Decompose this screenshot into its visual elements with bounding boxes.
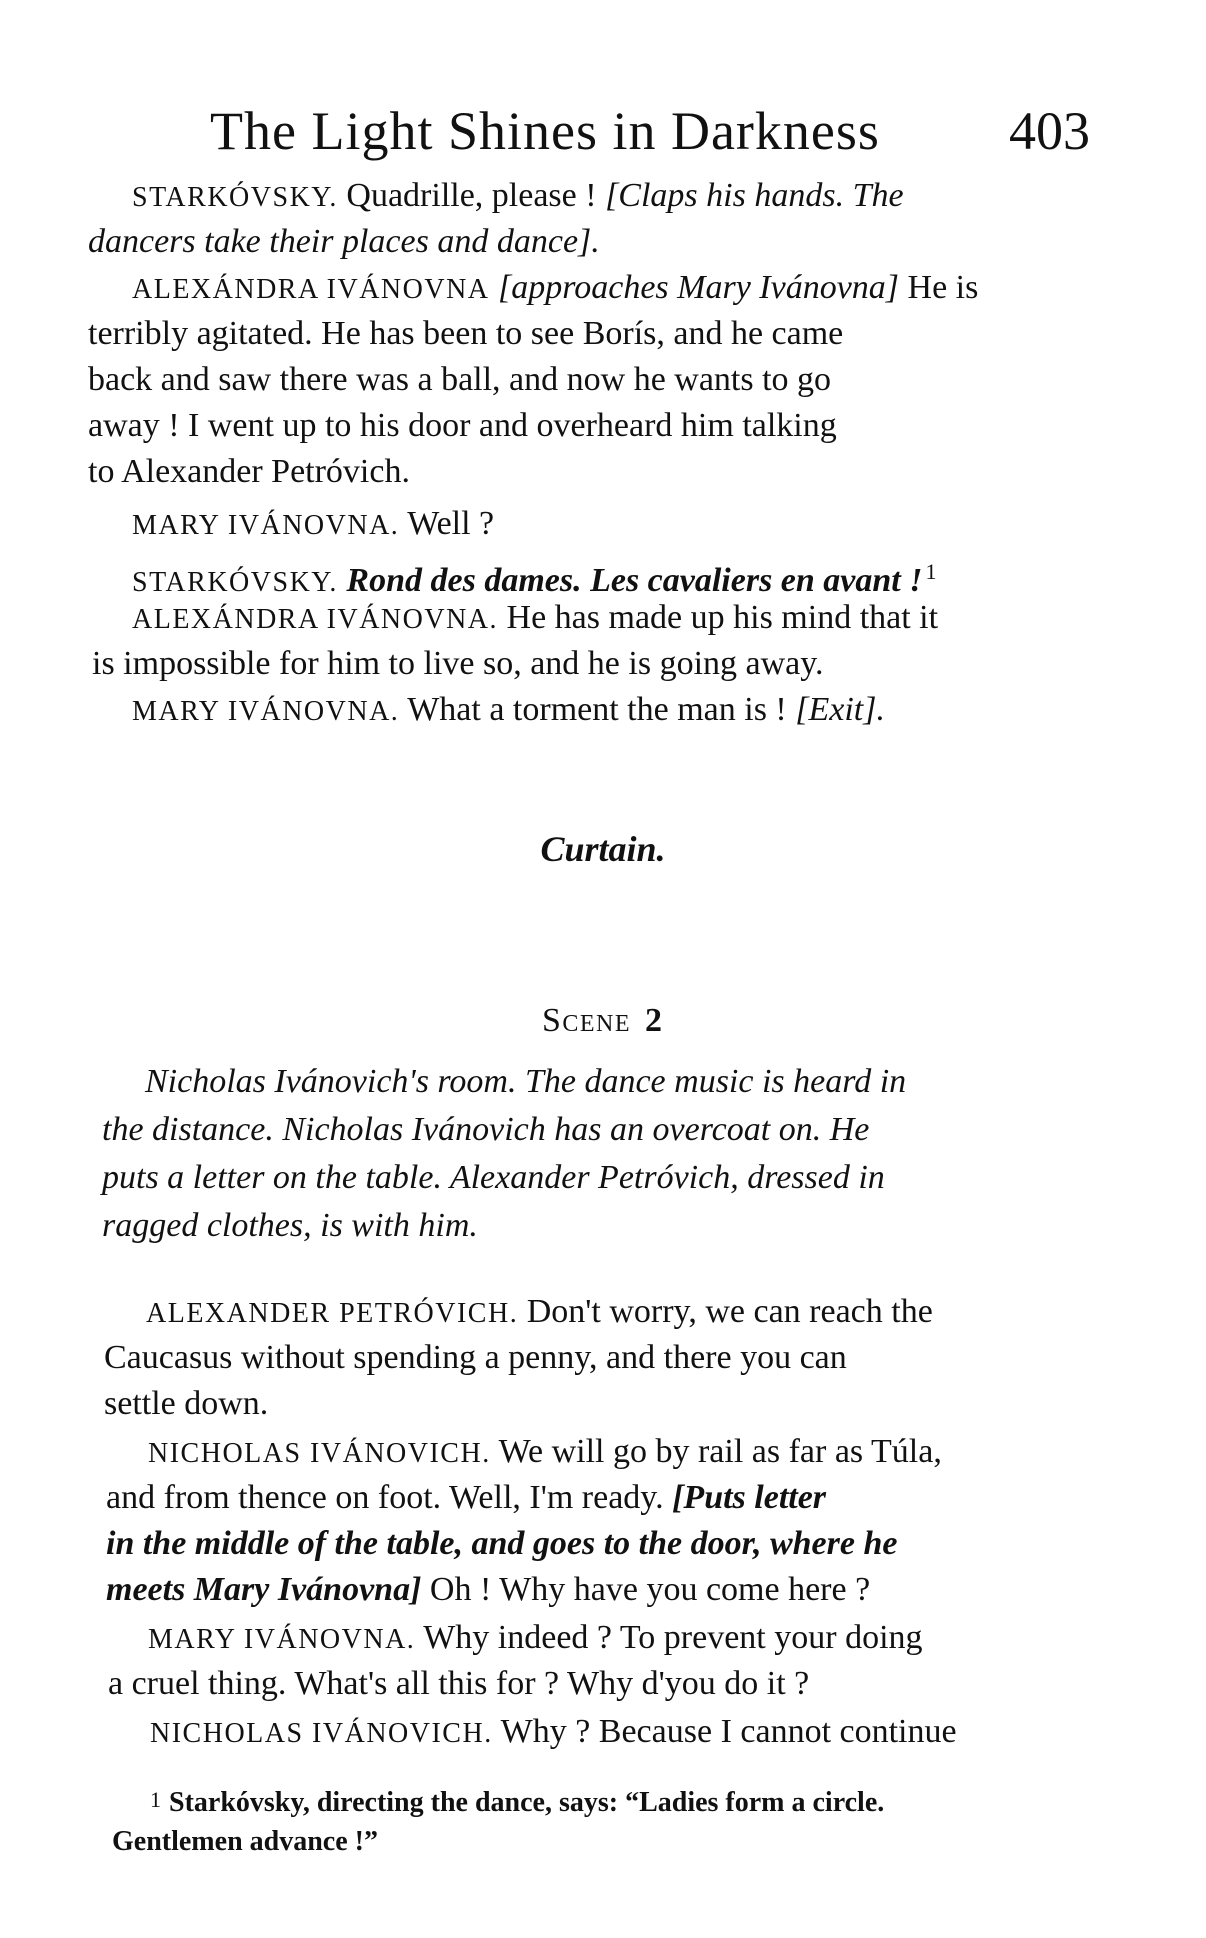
speech-starkovsky-1 [132, 176, 904, 218]
direction-line [102, 1206, 478, 1246]
speech-text: Well ? [407, 505, 495, 542]
stage-direction: [Exit]. [795, 691, 885, 728]
speaker-name: MARY IVÁNOVNA. [132, 696, 400, 727]
speaker-name: ALEXÁNDRA IVÁNOVNA [132, 274, 490, 305]
speech-line: settle down. [104, 1385, 269, 1422]
speech-mary-3 [148, 1618, 923, 1660]
speech-line [106, 1478, 826, 1518]
stage-direction: [Puts letter [672, 1479, 827, 1516]
speaker-name: MARY IVÁNOVNA. [148, 1624, 416, 1655]
running-title: The Light Shines in Darkness [210, 101, 880, 161]
footnote-mark: 1 [150, 1787, 161, 1812]
scene-heading [0, 1002, 1206, 1040]
speech-line [106, 1570, 870, 1610]
speech-line: back and saw there was a ball, and now he wants to go [88, 361, 832, 398]
direction-text: Nicholas Ivánovich's room. The dance music is heard in [145, 1063, 907, 1100]
speaker-name: STARKÓVSKY. [132, 567, 338, 598]
speech-text: Oh ! Why have you come here ? [429, 1571, 871, 1608]
speech-line: to Alexander Petróvich. [88, 453, 410, 490]
footnote-text: Starkóvsky, directing the dance, says: “Ladies form a circle. [169, 1787, 885, 1818]
speech-text: and from thence on foot. Well, I'm ready. [106, 1479, 664, 1516]
speaker-name: NICHOLAS IVÁNOVICH. [150, 1718, 493, 1749]
speech-line: is impossible for him to live so, and he is going away. [92, 645, 824, 682]
speech-mary-1 [132, 504, 494, 546]
direction-line [145, 1062, 906, 1102]
stage-direction: dancers take their places and dance]. [88, 223, 600, 260]
scene-number: 2 [645, 1002, 665, 1039]
speech-line [106, 1524, 897, 1564]
speech-line: terribly agitated. He has been to see Borís, and he came [88, 315, 844, 352]
stage-direction: meets Mary Ivánovna] [106, 1571, 422, 1608]
speech-text: Why indeed ? To prevent your doing [423, 1619, 923, 1656]
speech-text: Don't worry, we can reach the [526, 1293, 933, 1330]
speech-line: a cruel thing. What's all this for ? Why d'you do it ? [108, 1665, 810, 1702]
speaker-name: STARKÓVSKY. [132, 182, 338, 213]
speaker-name: NICHOLAS IVÁNOVICH. [148, 1438, 491, 1469]
speech-text: We will go by rail as far as Túla, [498, 1433, 942, 1470]
speech-line [88, 222, 600, 262]
footnote-reference: 1 [925, 559, 937, 584]
direction-line [102, 1110, 869, 1150]
stage-direction: [approaches Mary Ivánovna] [498, 269, 900, 306]
stage-direction: [Claps his hands. The [605, 177, 904, 214]
speech-alexander-1 [146, 1292, 933, 1334]
speech-text: He has made up his mind that it [506, 599, 939, 636]
speech-text: What a torment the man is ! [407, 691, 787, 728]
speech-text: He is [907, 269, 979, 306]
speech-line: away ! I went up to his door and overheard him talking [88, 407, 837, 444]
direction-text: ragged clothes, is with him. [102, 1207, 478, 1244]
direction-text: puts a letter on the table. Alexander Petróvich, dressed in [102, 1159, 885, 1196]
footnote-line [150, 1782, 884, 1821]
speech-alexandra-2 [132, 598, 938, 640]
speaker-name: ALEXANDER PETRÓVICH. [146, 1298, 519, 1329]
speech-text: Rond des dames. Les cavaliers en avant ! [346, 562, 923, 599]
speech-alexandra-1 [132, 268, 978, 310]
speech-nicholas-2 [150, 1712, 957, 1754]
stage-direction: in the middle of the table, and goes to the door, where he [106, 1525, 898, 1562]
speaker-name: MARY IVÁNOVNA. [132, 510, 400, 541]
speech-nicholas-1 [148, 1432, 942, 1474]
footnote-line: Gentlemen advance !” [112, 1826, 378, 1857]
speech-text: Quadrille, please ! [346, 177, 597, 214]
speech-mary-2 [132, 690, 885, 732]
speaker-name: ALEXÁNDRA IVÁNOVNA. [132, 604, 499, 635]
speech-line: Caucasus without spending a penny, and there you can [104, 1339, 847, 1376]
scene-word: Scene [541, 1002, 632, 1039]
speech-starkovsky-2 [132, 552, 936, 603]
page-number: 403 [1009, 101, 1090, 161]
running-head [210, 100, 1090, 170]
curtain-heading: Curtain. [540, 829, 666, 869]
speech-text: Why ? Because I cannot continue [500, 1713, 957, 1750]
direction-text: the distance. Nicholas Ivánovich has an overcoat on. He [102, 1111, 870, 1148]
direction-line [102, 1158, 885, 1198]
